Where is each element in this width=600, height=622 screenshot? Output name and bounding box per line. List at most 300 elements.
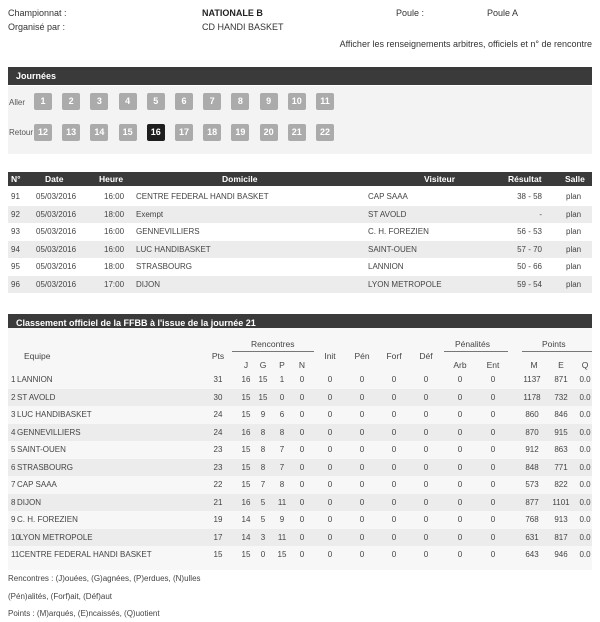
- standing-rank: 11: [11, 550, 20, 559]
- match-row: [8, 206, 592, 224]
- standing-pts: 19: [213, 515, 223, 524]
- standing-j: 14: [241, 515, 251, 524]
- standing-init: 0: [327, 462, 333, 472]
- standing-m: 870: [525, 427, 539, 437]
- standing-forf: 0: [391, 515, 397, 524]
- journee-button-21[interactable]: 21: [288, 124, 306, 141]
- match-date: 05/03/2016: [36, 244, 77, 254]
- standing-init: 0: [327, 445, 333, 454]
- standing-pen: 0: [359, 550, 365, 559]
- championnat-value: NATIONALE B: [202, 8, 263, 18]
- standings-row: [8, 371, 592, 389]
- journee-button-3[interactable]: 3: [90, 93, 108, 110]
- standing-j: 16: [241, 497, 251, 507]
- standing-init: 0: [327, 480, 333, 489]
- standing-n: 0: [299, 445, 305, 454]
- standing-ent: 0: [490, 480, 496, 489]
- match-heure: 16:00: [104, 244, 125, 254]
- match-heure: 16:00: [104, 227, 125, 236]
- standing-rank: 2: [11, 392, 16, 402]
- standing-e: 817: [554, 532, 568, 542]
- standing-init: 0: [327, 497, 333, 507]
- standing-pts: 22: [213, 480, 223, 489]
- standings-row: [8, 441, 592, 459]
- col-date: Date: [45, 174, 64, 184]
- standing-p: 0: [279, 392, 285, 402]
- standing-rank: 1: [11, 375, 16, 384]
- match-resultat: 50 - 66: [517, 262, 542, 271]
- match-domicile: STRASBOURG: [136, 262, 193, 271]
- standing-team: LANNION: [17, 375, 53, 384]
- journee-button-5[interactable]: 5: [147, 93, 165, 110]
- journee-button-9[interactable]: 9: [260, 93, 278, 110]
- standing-ent: 0: [490, 497, 496, 507]
- col-domicile: Domicile: [222, 174, 258, 184]
- standing-pts: 24: [213, 427, 223, 437]
- match-row: [8, 223, 592, 241]
- journee-button-4[interactable]: 4: [119, 93, 137, 110]
- standing-init: 0: [327, 427, 333, 437]
- standing-rank: 10: [11, 532, 20, 542]
- standing-pen: 0: [359, 410, 365, 419]
- organise-value: CD HANDI BASKET: [202, 22, 284, 32]
- standings-row: [8, 424, 592, 442]
- col-heure: Heure: [99, 174, 124, 184]
- standing-pts: 30: [213, 392, 223, 402]
- match-visiteur: LYON METROPOLE: [368, 279, 442, 289]
- standing-e: 771: [554, 462, 568, 472]
- standing-p: 7: [279, 445, 285, 454]
- match-row: [8, 258, 592, 276]
- standing-pen: 0: [359, 392, 365, 402]
- col-equipe: Equipe: [24, 351, 51, 361]
- standing-ent: 0: [490, 392, 496, 402]
- standing-team: CENTRE FEDERAL HANDI BASKET: [19, 550, 152, 559]
- standing-g: 15: [258, 392, 268, 402]
- match-visiteur: CAP SAAA: [368, 192, 408, 201]
- match-salle-link[interactable]: plan: [566, 192, 582, 201]
- standing-arb: 0: [457, 375, 463, 384]
- match-domicile: GENNEVILLIERS: [136, 227, 200, 236]
- group-rencontres: Rencontres: [251, 339, 295, 349]
- standing-rank: 9: [11, 515, 16, 524]
- standing-g: 5: [260, 497, 266, 507]
- match-domicile: DIJON: [136, 279, 160, 289]
- group-penalites-rule: [444, 351, 508, 352]
- standing-g: 8: [260, 462, 266, 472]
- standing-n: 0: [299, 480, 305, 489]
- standing-q: 0.0: [579, 515, 591, 524]
- standing-def: 0: [423, 550, 429, 559]
- standing-pts: 23: [213, 445, 223, 454]
- match-salle-link[interactable]: plan: [566, 262, 582, 271]
- col-init: Init: [324, 351, 336, 361]
- standing-n: 0: [299, 410, 305, 419]
- standings-row: [8, 406, 592, 424]
- standing-p: 9: [279, 515, 285, 524]
- standing-m: 860: [525, 410, 539, 419]
- standing-p: 8: [279, 480, 285, 489]
- standing-team: STRASBOURG: [17, 462, 74, 472]
- standing-rank: 5: [11, 445, 16, 454]
- standing-team: SAINT-OUEN: [17, 445, 66, 454]
- championnat-label: Championnat :: [8, 8, 67, 18]
- standing-q: 0.0: [579, 532, 591, 542]
- aller-label: Aller: [9, 98, 26, 107]
- standing-def: 0: [423, 515, 429, 524]
- standing-n: 0: [299, 462, 305, 472]
- standing-arb: 0: [457, 392, 463, 402]
- journee-button-11[interactable]: 11: [316, 93, 334, 110]
- match-num: 93: [11, 227, 20, 236]
- standing-pts: 17: [213, 532, 223, 542]
- standing-m: 877: [525, 497, 539, 507]
- standings-row: [8, 511, 592, 529]
- standing-e: 732: [554, 392, 568, 402]
- standing-g: 5: [260, 515, 266, 524]
- col-m: M: [530, 360, 538, 370]
- standing-j: 14: [241, 532, 251, 542]
- standing-rank: 6: [11, 462, 16, 472]
- standing-m: 1137: [523, 375, 541, 384]
- standing-j: 15: [241, 410, 251, 419]
- journee-button-2[interactable]: 2: [62, 93, 80, 110]
- match-date: 05/03/2016: [36, 209, 77, 219]
- standing-arb: 0: [457, 532, 463, 542]
- standings-row: [8, 546, 592, 564]
- match-visiteur: LANNION: [368, 262, 404, 271]
- standing-pts: 15: [213, 550, 223, 559]
- standing-n: 0: [299, 532, 305, 542]
- standing-team: GENNEVILLIERS: [17, 427, 81, 437]
- standing-arb: 0: [457, 410, 463, 419]
- match-resultat: 57 - 70: [517, 244, 542, 254]
- standing-g: 3: [260, 532, 266, 542]
- standing-q: 0.0: [579, 445, 591, 454]
- organise-label: Organisé par :: [8, 22, 66, 32]
- standing-def: 0: [423, 497, 429, 507]
- standings-row: [8, 459, 592, 477]
- standing-arb: 0: [457, 427, 463, 437]
- journee-button-16[interactable]: 16: [147, 124, 165, 141]
- standing-init: 0: [327, 375, 333, 384]
- standing-ent: 0: [490, 375, 496, 384]
- standing-m: 631: [525, 532, 539, 542]
- match-num: 96: [11, 279, 20, 289]
- standing-g: 9: [260, 410, 266, 419]
- standing-e: 913: [554, 515, 568, 524]
- standing-arb: 0: [457, 445, 463, 454]
- match-domicile: CENTRE FEDERAL HANDI BASKET: [136, 192, 269, 201]
- col-visiteur: Visiteur: [424, 174, 456, 184]
- standing-m: 912: [525, 445, 539, 454]
- standing-j: 15: [241, 445, 251, 454]
- journee-button-6[interactable]: 6: [175, 93, 193, 110]
- col-e: E: [558, 360, 564, 370]
- standing-forf: 0: [391, 445, 397, 454]
- col-def: Déf: [419, 351, 433, 361]
- standing-j: 15: [241, 480, 251, 489]
- standing-p: 15: [277, 550, 287, 559]
- standing-g: 8: [260, 445, 266, 454]
- standing-j: 16: [241, 427, 251, 437]
- poule-label: Poule :: [396, 8, 425, 18]
- match-heure: 17:00: [104, 279, 125, 289]
- group-penalites: Pénalités: [455, 339, 490, 349]
- col-arb: Arb: [453, 360, 467, 370]
- standing-pts: 31: [213, 375, 223, 384]
- standing-rank: 4: [11, 427, 16, 437]
- standing-p: 11: [277, 497, 287, 507]
- journee-button-1[interactable]: 1: [34, 93, 52, 110]
- standing-ent: 0: [490, 532, 496, 542]
- match-num: 95: [11, 262, 20, 271]
- standing-q: 0.0: [579, 497, 591, 507]
- match-num: 94: [11, 244, 20, 254]
- match-date: 05/03/2016: [36, 279, 77, 289]
- journee-button-7[interactable]: 7: [203, 93, 221, 110]
- col-num: N°: [11, 174, 21, 184]
- journee-button-17[interactable]: 17: [175, 124, 193, 141]
- standing-init: 0: [327, 392, 333, 402]
- standing-ent: 0: [490, 550, 496, 559]
- standing-init: 0: [327, 410, 333, 419]
- standing-ent: 0: [490, 427, 496, 437]
- standing-arb: 0: [457, 515, 463, 524]
- standing-rank: 7: [11, 480, 16, 489]
- standings-row: [8, 529, 592, 547]
- col-j: J: [243, 360, 249, 370]
- col-salle: Salle: [565, 174, 585, 184]
- standing-p: 11: [277, 532, 287, 542]
- match-heure: 18:00: [104, 262, 125, 271]
- group-points: Points: [542, 339, 566, 349]
- match-num: 92: [11, 209, 20, 219]
- standing-n: 0: [299, 392, 305, 402]
- journees-title-bar: [8, 67, 592, 85]
- standing-forf: 0: [391, 427, 397, 437]
- standing-e: 915: [554, 427, 568, 437]
- standing-g: 7: [260, 480, 266, 489]
- standing-arb: 0: [457, 550, 463, 559]
- standing-p: 6: [279, 410, 285, 419]
- standing-forf: 0: [391, 462, 397, 472]
- legend-penalites: (Pén)alités, (Forf)ait, (Déf)aut: [8, 592, 113, 601]
- standing-rank: 8: [11, 497, 16, 507]
- standing-init: 0: [327, 532, 333, 542]
- match-visiteur: C. H. FOREZIEN: [368, 227, 429, 236]
- standing-q: 0.0: [579, 410, 591, 419]
- standing-team: LYON METROPOLE: [19, 532, 93, 542]
- retour-label: Retour: [9, 128, 34, 137]
- standing-arb: 0: [457, 497, 463, 507]
- standing-ent: 0: [490, 462, 496, 472]
- standing-m: 768: [525, 515, 539, 524]
- standing-m: 848: [525, 462, 539, 472]
- standing-p: 8: [279, 427, 285, 437]
- standing-forf: 0: [391, 532, 397, 542]
- match-domicile: LUC HANDIBASKET: [136, 244, 211, 254]
- legend-points: Points : (M)arqués, (E)ncaissés, (Q)uotient: [8, 609, 160, 618]
- standing-def: 0: [423, 462, 429, 472]
- standing-q: 0.0: [579, 375, 591, 384]
- standing-pen: 0: [359, 480, 365, 489]
- match-visiteur: ST AVOLD: [368, 209, 407, 219]
- legend-rencontres: Rencontres : (J)ouées, (G)agnées, (P)erdues, (N)ulles: [8, 574, 201, 583]
- journee-button-13[interactable]: 13: [62, 124, 80, 141]
- standing-team: CAP SAAA: [17, 480, 57, 489]
- journee-button-22[interactable]: 22: [316, 124, 334, 141]
- standing-ent: 0: [490, 410, 496, 419]
- standing-team: ST AVOLD: [17, 392, 56, 402]
- standing-pen: 0: [359, 497, 365, 507]
- matches-header: [8, 172, 592, 186]
- standing-def: 0: [423, 445, 429, 454]
- standing-e: 1101: [552, 497, 570, 507]
- match-heure: 16:00: [104, 192, 125, 201]
- match-domicile: Exempt: [136, 209, 164, 219]
- group-rencontres-rule: [232, 351, 314, 352]
- journee-button-19[interactable]: 19: [231, 124, 249, 141]
- group-points-rule: [522, 351, 592, 352]
- standings-row: [8, 494, 592, 512]
- standing-q: 0.0: [579, 392, 591, 402]
- standing-j: 16: [241, 375, 251, 384]
- col-pts: Pts: [211, 351, 225, 361]
- standing-rank: 3: [11, 410, 16, 419]
- standing-init: 0: [327, 550, 333, 559]
- journee-button-12[interactable]: 12: [34, 124, 52, 141]
- match-salle-link[interactable]: plan: [566, 244, 582, 254]
- standing-m: 573: [525, 480, 539, 489]
- standing-def: 0: [423, 392, 429, 402]
- standing-n: 0: [299, 497, 305, 507]
- standing-def: 0: [423, 480, 429, 489]
- standing-forf: 0: [391, 392, 397, 402]
- journee-button-10[interactable]: 10: [288, 93, 306, 110]
- standing-p: 7: [279, 462, 285, 472]
- standing-arb: 0: [457, 480, 463, 489]
- standing-e: 846: [554, 410, 568, 419]
- col-p: P: [279, 360, 285, 370]
- standing-def: 0: [423, 427, 429, 437]
- standing-e: 946: [554, 550, 568, 559]
- standing-q: 0.0: [579, 480, 591, 489]
- standing-m: 1178: [523, 392, 541, 402]
- match-salle-link[interactable]: plan: [566, 209, 582, 219]
- poule-value: Poule A: [487, 8, 519, 18]
- standing-team: C. H. FOREZIEN: [17, 515, 78, 524]
- standing-g: 15: [258, 375, 268, 384]
- standing-e: 871: [554, 375, 568, 384]
- col-q: Q: [581, 360, 589, 370]
- standing-pts: 21: [213, 497, 223, 507]
- standing-q: 0.0: [579, 462, 591, 472]
- standing-pen: 0: [359, 445, 365, 454]
- standing-def: 0: [423, 410, 429, 419]
- standings-title: Classement officiel de la FFBB à l'issue de la journée 21: [16, 318, 256, 328]
- standing-e: 863: [554, 445, 568, 454]
- standings-row: [8, 476, 592, 494]
- standing-pts: 24: [213, 410, 223, 419]
- match-row: [8, 276, 592, 294]
- standing-pen: 0: [359, 532, 365, 542]
- match-row: [8, 188, 592, 206]
- standing-forf: 0: [391, 410, 397, 419]
- standing-team: LUC HANDIBASKET: [17, 410, 92, 419]
- journee-button-18[interactable]: 18: [203, 124, 221, 141]
- match-resultat: 59 - 54: [517, 279, 542, 289]
- standing-forf: 0: [391, 497, 397, 507]
- standing-forf: 0: [391, 375, 397, 384]
- col-g: G: [259, 360, 267, 370]
- standing-pen: 0: [359, 462, 365, 472]
- standing-pen: 0: [359, 427, 365, 437]
- standing-ent: 0: [490, 515, 496, 524]
- match-visiteur: SAINT-OUEN: [368, 244, 417, 254]
- match-heure: 18:00: [104, 209, 125, 219]
- journee-button-20[interactable]: 20: [260, 124, 278, 141]
- match-salle-link[interactable]: plan: [566, 227, 582, 236]
- match-resultat: 38 - 58: [517, 192, 542, 201]
- match-date: 05/03/2016: [36, 227, 77, 236]
- standing-q: 0.0: [579, 550, 591, 559]
- standings-row: [8, 389, 592, 407]
- standing-def: 0: [423, 375, 429, 384]
- standing-p: 1: [279, 375, 285, 384]
- match-resultat: -: [539, 209, 542, 219]
- info-link[interactable]: Afficher les renseignements arbitres, officiels et n° de rencontre: [339, 39, 592, 49]
- standing-j: 15: [241, 462, 251, 472]
- col-pen: Pén: [354, 351, 370, 361]
- standing-q: 0.0: [579, 427, 591, 437]
- standing-n: 0: [299, 550, 305, 559]
- col-n: N: [298, 360, 306, 370]
- match-num: 91: [11, 192, 20, 201]
- standing-n: 0: [299, 515, 305, 524]
- col-forf: Forf: [386, 351, 402, 361]
- match-salle-link[interactable]: plan: [566, 279, 582, 289]
- standing-m: 643: [525, 550, 539, 559]
- journee-button-15[interactable]: 15: [119, 124, 137, 141]
- standing-forf: 0: [391, 480, 397, 489]
- standing-n: 0: [299, 427, 305, 437]
- standing-def: 0: [423, 532, 429, 542]
- standing-arb: 0: [457, 462, 463, 472]
- standing-n: 0: [299, 375, 305, 384]
- match-date: 05/03/2016: [36, 262, 77, 271]
- standing-init: 0: [327, 515, 333, 524]
- match-row: [8, 241, 592, 259]
- standing-j: 15: [241, 392, 251, 402]
- standing-pts: 23: [213, 462, 223, 472]
- standing-g: 8: [260, 427, 266, 437]
- standing-team: DIJON: [17, 497, 41, 507]
- standing-forf: 0: [391, 550, 397, 559]
- standing-pen: 0: [359, 375, 365, 384]
- journee-button-14[interactable]: 14: [90, 124, 108, 141]
- standing-j: 15: [241, 550, 251, 559]
- match-resultat: 56 - 53: [517, 227, 542, 236]
- standing-ent: 0: [490, 445, 496, 454]
- col-resultat: Résultat: [508, 174, 542, 184]
- standing-e: 822: [554, 480, 568, 489]
- match-date: 05/03/2016: [36, 192, 77, 201]
- col-ent: Ent: [486, 360, 500, 370]
- standing-pen: 0: [359, 515, 365, 524]
- journees-title: Journées: [16, 71, 57, 81]
- journee-button-8[interactable]: 8: [231, 93, 249, 110]
